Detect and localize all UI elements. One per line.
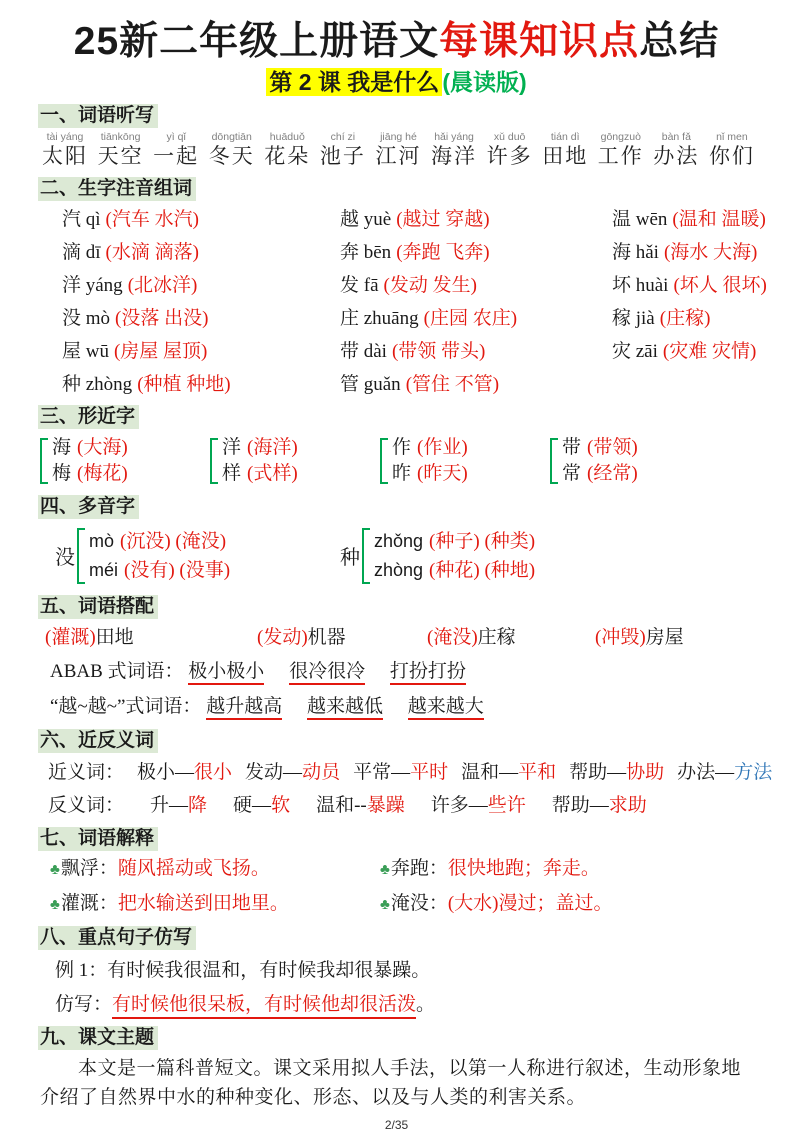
example-sentence: 有时候我很温和，有时候我却很暴躁。 bbox=[107, 959, 431, 981]
pinyin: nǐ men bbox=[716, 130, 748, 143]
pinyin: huāduǒ bbox=[269, 130, 305, 143]
page-number: 2/35 bbox=[384, 1118, 409, 1132]
similar-pair bbox=[210, 435, 380, 487]
example-words: (庄园 农庄) bbox=[423, 307, 518, 329]
pinyin: tài yáng bbox=[46, 130, 84, 143]
bracket-icon bbox=[550, 438, 558, 484]
clover-icon: ♣ bbox=[50, 861, 60, 878]
character-entry bbox=[340, 372, 612, 397]
antonym-pair: 许多—些许 bbox=[430, 794, 526, 816]
hanzi: 你们 bbox=[708, 143, 755, 168]
dictation-word-list bbox=[42, 131, 755, 169]
collocation: (淹没)庄稼 bbox=[427, 626, 516, 648]
definitions-grid bbox=[50, 856, 793, 918]
example-words: (奔跑 飞奔) bbox=[396, 241, 490, 263]
pair-top: 作 (作业) bbox=[392, 436, 468, 458]
pinyin: tiānkōng bbox=[100, 130, 141, 143]
pair-top: 海 (大海) bbox=[52, 436, 128, 458]
dictation-word bbox=[98, 131, 144, 169]
dictation-word bbox=[42, 131, 88, 169]
abab-words-row bbox=[50, 658, 793, 686]
character-entry bbox=[62, 339, 340, 364]
definition-entry bbox=[50, 891, 380, 918]
character-entry bbox=[340, 273, 612, 298]
example-sentence-row bbox=[55, 957, 793, 984]
hanzi: 天空 bbox=[97, 143, 144, 168]
char-pinyin: 海 hǎi bbox=[612, 241, 659, 263]
section-header-similar-characters: 三、形近字 bbox=[38, 405, 793, 429]
reading-2: zhòng (种花) (种地) bbox=[374, 559, 536, 581]
pinyin: bàn fǎ bbox=[661, 130, 691, 143]
similar-pair bbox=[550, 435, 638, 487]
new-character-grid bbox=[62, 207, 793, 397]
section-header-synonyms-antonyms: 六、近反义词 bbox=[38, 729, 793, 753]
definition-entry bbox=[50, 856, 380, 883]
char-pinyin: 庄 zhuāng bbox=[340, 307, 419, 329]
character-entry bbox=[612, 240, 793, 265]
example-words: (北冰洋) bbox=[127, 274, 198, 296]
char-pinyin: 管 guǎn bbox=[340, 373, 401, 395]
pinyin: tián dì bbox=[550, 130, 580, 143]
char-pinyin: 没 mò bbox=[62, 307, 111, 329]
definition: (大水)漫过；盖过。 bbox=[447, 892, 613, 914]
character-entry bbox=[62, 240, 340, 265]
character-entry bbox=[612, 273, 793, 298]
antonyms-label: 反义词： bbox=[48, 794, 125, 816]
char-pinyin: 发 fā bbox=[340, 274, 379, 296]
synonyms-label: 近义词： bbox=[48, 761, 125, 783]
section-header-new-characters: 二、生字注音组词 bbox=[38, 177, 793, 201]
bracket-icon bbox=[210, 438, 218, 484]
collocation: (冲毁)房屋 bbox=[595, 626, 684, 648]
polyphone-character: 种 bbox=[340, 547, 360, 570]
pair-bottom: 梅 (梅花) bbox=[52, 462, 128, 484]
collocation-row bbox=[45, 625, 793, 651]
pinyin: dōngtiān bbox=[211, 130, 252, 143]
example-words: (温和 温暖) bbox=[672, 208, 766, 230]
dictation-word bbox=[598, 131, 644, 169]
abab-word: 很冷很冷 bbox=[289, 661, 365, 685]
edition-tag: (晨读版) bbox=[442, 68, 527, 95]
char-pinyin: 坏 huài bbox=[612, 274, 669, 296]
dictation-word bbox=[431, 131, 477, 169]
pinyin: jiāng hé bbox=[380, 130, 417, 143]
reading-1: mò (沉没) (淹没) bbox=[89, 530, 227, 552]
char-pinyin: 滴 dī bbox=[62, 241, 101, 263]
collocation: (发动)机器 bbox=[257, 626, 346, 648]
term: 淹没： bbox=[390, 892, 448, 914]
pinyin: yì qǐ bbox=[166, 130, 186, 143]
dictation-word bbox=[375, 131, 421, 169]
character-entry bbox=[340, 339, 612, 364]
dictation-word bbox=[320, 131, 366, 169]
reading-2: méi (没有) (没事) bbox=[89, 559, 231, 581]
definition: 把水输送到田地里。 bbox=[117, 892, 289, 914]
polyphone-group bbox=[340, 525, 535, 587]
imitation-sentence: 有时候他很呆板，有时候他却很活泼 bbox=[112, 994, 416, 1019]
abab-word: 极小极小 bbox=[188, 661, 264, 685]
hanzi: 池子 bbox=[319, 143, 366, 168]
abab-word: 打扮打扮 bbox=[390, 661, 466, 685]
definition: 随风摇动或飞扬。 bbox=[117, 857, 270, 879]
section-header-sentence-imitation: 八、重点句子仿写 bbox=[38, 926, 793, 950]
hanzi: 太阳 bbox=[42, 143, 88, 168]
dictation-word bbox=[653, 131, 699, 169]
definition: 很快地跑；奔走。 bbox=[447, 857, 600, 879]
bracket-icon bbox=[380, 438, 388, 484]
term: 灌溉： bbox=[60, 892, 118, 914]
dictation-word bbox=[264, 131, 310, 169]
pinyin: gōngzuò bbox=[600, 130, 641, 143]
character-entry bbox=[612, 207, 793, 232]
title-part-2: 总结 bbox=[639, 20, 720, 63]
dictation-word bbox=[709, 131, 755, 169]
example-words: (房屋 屋顶) bbox=[113, 340, 208, 362]
pair-bottom: 昨 (昨天) bbox=[392, 462, 468, 484]
char-pinyin: 屋 wū bbox=[62, 340, 109, 362]
polyphone-character: 没 bbox=[55, 547, 75, 570]
section-header-theme: 九、课文主题 bbox=[38, 1026, 793, 1050]
lesson-subtitle bbox=[0, 68, 793, 96]
character-entry bbox=[340, 240, 612, 265]
clover-icon: ♣ bbox=[380, 896, 390, 913]
hanzi: 办法 bbox=[653, 143, 700, 168]
definition-entry bbox=[380, 891, 793, 918]
yue-word: 越来越低 bbox=[307, 696, 383, 720]
hanzi: 许多 bbox=[486, 143, 533, 168]
similar-pair bbox=[380, 435, 550, 487]
synonym-pair: 极小—很小 bbox=[137, 761, 233, 783]
pinyin: chí zi bbox=[330, 130, 356, 143]
theme-paragraph: 本文是一篇科普短文。课文采用拟人手法，以第一人称进行叙述，生动形象地介绍了自然界中水的种种变化、形态、以及与人类的利害关系。 bbox=[40, 1057, 742, 1108]
definition-entry bbox=[380, 856, 793, 883]
page-title bbox=[0, 20, 793, 65]
antonym-pair: 温和--暴躁 bbox=[316, 794, 405, 816]
section-header-polyphones: 四、多音字 bbox=[38, 495, 793, 519]
char-pinyin: 温 wēn bbox=[612, 208, 668, 230]
pair-bottom: 常 (经常) bbox=[562, 462, 638, 484]
imitation-label: 仿写： bbox=[55, 993, 113, 1015]
yue-label: “越~越~”式词语： bbox=[50, 695, 202, 717]
polyphone-group bbox=[55, 525, 340, 587]
clover-icon: ♣ bbox=[380, 861, 390, 878]
antonym-pair: 硬—软 bbox=[233, 794, 291, 816]
yue-word: 越升越高 bbox=[206, 696, 282, 720]
antonyms-row bbox=[48, 793, 793, 819]
pair-top: 洋 (海洋) bbox=[222, 436, 298, 458]
similar-pair bbox=[40, 435, 210, 487]
bracket-icon bbox=[40, 438, 48, 484]
character-entry bbox=[62, 372, 340, 397]
reading-1: zhǒng (种子) (种类) bbox=[374, 530, 536, 552]
dictation-word bbox=[487, 131, 533, 169]
example-words: (水滴 滴落) bbox=[105, 241, 199, 263]
collocation: (灌溉)田地 bbox=[45, 626, 134, 648]
polyphone-row bbox=[55, 525, 793, 587]
section-header-collocations: 五、词语搭配 bbox=[38, 595, 793, 619]
example-words: (带领 带头) bbox=[391, 340, 486, 362]
character-entry bbox=[340, 306, 612, 331]
pinyin: hǎi yáng bbox=[434, 130, 474, 143]
character-entry bbox=[340, 207, 612, 232]
character-entry bbox=[62, 306, 340, 331]
yue-word: 越来越大 bbox=[408, 696, 484, 720]
yue-pattern-row bbox=[50, 693, 793, 721]
example-words: (管住 不管) bbox=[405, 373, 500, 395]
example-words: (汽车 水汽) bbox=[105, 208, 199, 230]
example-words: (坏人 很坏) bbox=[673, 274, 767, 296]
character-entry bbox=[62, 207, 340, 232]
antonym-pair: 帮助—求助 bbox=[551, 794, 647, 816]
section-header-dictation: 一、词语听写 bbox=[38, 104, 793, 128]
dictation-word bbox=[209, 131, 255, 169]
char-pinyin: 带 dài bbox=[340, 340, 387, 362]
hanzi: 田地 bbox=[542, 143, 589, 168]
char-pinyin: 越 yuè bbox=[340, 208, 392, 230]
title-part-red: 每课知识点 bbox=[439, 20, 640, 63]
sentence-period: 。 bbox=[416, 993, 436, 1015]
dictation-word bbox=[153, 131, 199, 169]
char-pinyin: 奔 bēn bbox=[340, 241, 392, 263]
imitation-sentence-row bbox=[55, 991, 793, 1018]
bracket-icon bbox=[77, 528, 85, 584]
synonym-pair: 帮助—协助 bbox=[569, 761, 665, 783]
section-header-definitions: 七、词语解释 bbox=[38, 827, 793, 851]
example-words: (没落 出没) bbox=[115, 307, 209, 329]
dictation-word bbox=[542, 131, 588, 169]
lesson-name-highlight: 第 2 课 我是什么 bbox=[266, 68, 442, 96]
hanzi: 花朵 bbox=[264, 143, 311, 168]
synonym-pair: 办法—方法 bbox=[677, 761, 773, 783]
example-words: (灾难 灾情) bbox=[662, 340, 757, 362]
synonym-pair: 平常—平时 bbox=[353, 761, 449, 783]
term: 飘浮： bbox=[60, 857, 118, 879]
synonym-pair: 发动—动员 bbox=[245, 761, 341, 783]
hanzi: 工作 bbox=[597, 143, 644, 168]
hanzi: 海洋 bbox=[431, 143, 478, 168]
term: 奔跑： bbox=[390, 857, 448, 879]
similar-character-row bbox=[40, 435, 793, 487]
synonyms-row bbox=[48, 760, 793, 786]
antonym-pair: 升—降 bbox=[150, 794, 208, 816]
char-pinyin: 种 zhòng bbox=[62, 373, 133, 395]
character-entry bbox=[612, 306, 793, 331]
example-words: (海水 大海) bbox=[663, 241, 758, 263]
clover-icon: ♣ bbox=[50, 896, 60, 913]
character-entry bbox=[612, 339, 793, 364]
pair-top: 带 (带领) bbox=[562, 436, 638, 458]
example-label: 例 1： bbox=[55, 959, 108, 981]
hanzi: 一起 bbox=[153, 143, 200, 168]
char-pinyin: 洋 yáng bbox=[62, 274, 123, 296]
bracket-icon bbox=[362, 528, 370, 584]
example-words: (越过 穿越) bbox=[396, 208, 490, 230]
title-part-1: 25新二年级上册语文 bbox=[73, 20, 440, 63]
char-pinyin: 稼 jià bbox=[612, 307, 655, 329]
pair-bottom: 样 (式样) bbox=[222, 462, 298, 484]
abab-label: ABAB 式词语： bbox=[50, 660, 184, 682]
pinyin: xǔ duō bbox=[493, 130, 526, 143]
character-entry bbox=[62, 273, 340, 298]
synonym-pair: 温和—平和 bbox=[461, 761, 557, 783]
hanzi: 冬天 bbox=[208, 143, 255, 168]
example-words: (庄稼) bbox=[659, 307, 711, 329]
example-words: (发动 发生) bbox=[383, 274, 477, 296]
char-pinyin: 汽 qì bbox=[62, 208, 101, 230]
example-words: (种植 种地) bbox=[137, 373, 231, 395]
hanzi: 江河 bbox=[375, 143, 422, 168]
char-pinyin: 灾 zāi bbox=[612, 340, 658, 362]
